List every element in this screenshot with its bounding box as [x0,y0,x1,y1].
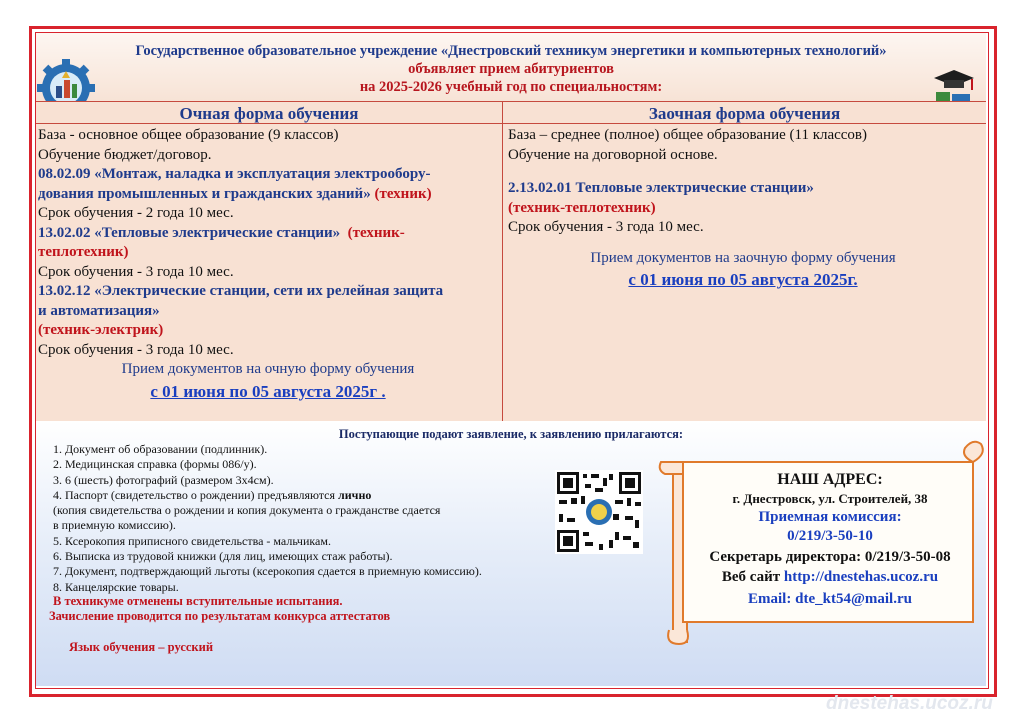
list-item-text: 4. Паспорт (свидетельство о рождении) предъявляются [53,487,336,502]
list-item: (копия свидетельства о рождении и копия документа о гражданстве сдается [53,503,441,518]
header-announce: объявляет прием абитуриентов [408,61,614,77]
watermark: dnestehas.ucoz.ru [826,693,993,714]
list-item: 7. Документ, подтверждающий льготы (ксерокопия сдается в приемную комиссию). [53,564,482,579]
list-item: 5. Ксерокопия приписного свидетельства - мальчикам. [53,533,331,548]
address-street: г. Днестровск, ул. Строителей, 38 [732,491,928,506]
requirements-list [53,442,573,595]
parttime-spec1-qualification: (техник-теплотехник) [508,199,656,216]
no-exams-note: В техникуме отменены вступительные испытания. [53,594,343,608]
fulltime-title: Очная форма обучения [179,104,359,123]
list-item [53,488,573,503]
list-item-bold: лично [338,487,372,502]
list-item: 8. Канцелярские товары. [53,579,179,594]
header-year: на 2025-2026 учебный год по специальностям: [359,79,663,95]
spec1-line1: 08.02.09 «Монтаж, наладка и эксплуатация электрообору- [38,166,431,182]
qr-code-icon[interactable] [555,470,643,554]
parttime-funding: Обучение на договорной основе. [508,146,718,163]
programs-table [36,101,986,423]
header-institution: Государственное образовательное учреждение «Днестровский техникум энергетики и компьютерных технологий» [135,43,887,59]
parttime-docs-dates: с 01 июня по 05 августа 2025г. [628,270,858,289]
address-title: НАШ АДРЕС: [777,471,883,488]
spec2-line1: 13.02.02 «Тепловые электрические станции» [38,224,341,241]
spec2-term: Срок обучения - 3 года 10 мес. [38,263,234,280]
spec3-line1: 13.02.12 «Электрические станции, сети их релейная защита [38,283,444,299]
parttime-docs-label: Прием документов на заочную форму обучения [590,249,896,266]
spec2-qualification-b: теплотехник) [38,244,129,260]
email-link[interactable]: dte_kt54@mail.ru [795,591,912,607]
enrollment-note: Зачисление проводится по результатам конкурса аттестатов [49,609,391,623]
fulltime-base: База - основное общее образование (9 классов) [38,127,339,143]
fulltime-column [38,126,498,402]
list-item: 6. Выписка из трудовой книжки (для лиц, имеющих стаж работы). [53,549,393,564]
language-note: Язык обучения – русский [69,640,214,654]
website-link[interactable]: http://dnestehas.ucoz.ru [783,569,939,585]
parttime-spec1-line1: 2.13.02.01 Тепловые электрические станции» [508,180,814,196]
spec1-line2: дования промышленных и гражданских зданий» [38,185,371,202]
spec3-qualification: (техник-электрик) [38,322,164,338]
parttime-column [508,126,978,290]
spec1-term: Срок обучения - 2 года 10 мес. [38,205,234,221]
address-block [680,470,980,609]
list-item: в приемную комиссию). [53,518,176,533]
commission-label: Приемная комиссия: [758,509,902,525]
header [36,33,986,101]
fulltime-docs-dates: с 01 июня по 05 августа 2025г . [150,381,386,401]
list-item: 1. Документ об образовании (подлинник). [53,442,268,456]
email-label: Email: [748,591,792,607]
parttime-title: Заочная форма обучения [648,104,841,123]
list-item: 3. 6 (шесть) фотографий (размером 3х4см). [53,472,274,487]
graduate-cap-icon [930,64,978,104]
fulltime-docs-label: Прием документов на очную форму обучения [121,361,415,377]
secretary-phone: Секретарь директора: 0/219/3-50-08 [709,549,951,565]
spec3-term: Срок обучения - 3 года 10 мес. [38,341,234,358]
requirements-title: Поступающие подают заявление, к заявлению прилагаются: [338,427,684,441]
website-label: Веб сайт [721,569,781,585]
parttime-spec1-term: Срок обучения - 3 года 10 мес. [508,219,704,235]
list-item: 2. Медицинская справка (формы 086/у). [53,457,257,472]
column-divider [502,102,503,422]
parttime-base: База – среднее (полное) общее образование (11 классов) [508,127,868,143]
spec3-line2: и автоматизация» [38,302,160,319]
spec2-qualification-a: (техник- [347,224,405,241]
spec1-qualification: (техник) [374,185,432,202]
fulltime-funding: Обучение бюджет/договор. [38,146,212,163]
commission-phone: 0/219/3-50-10 [787,528,873,544]
